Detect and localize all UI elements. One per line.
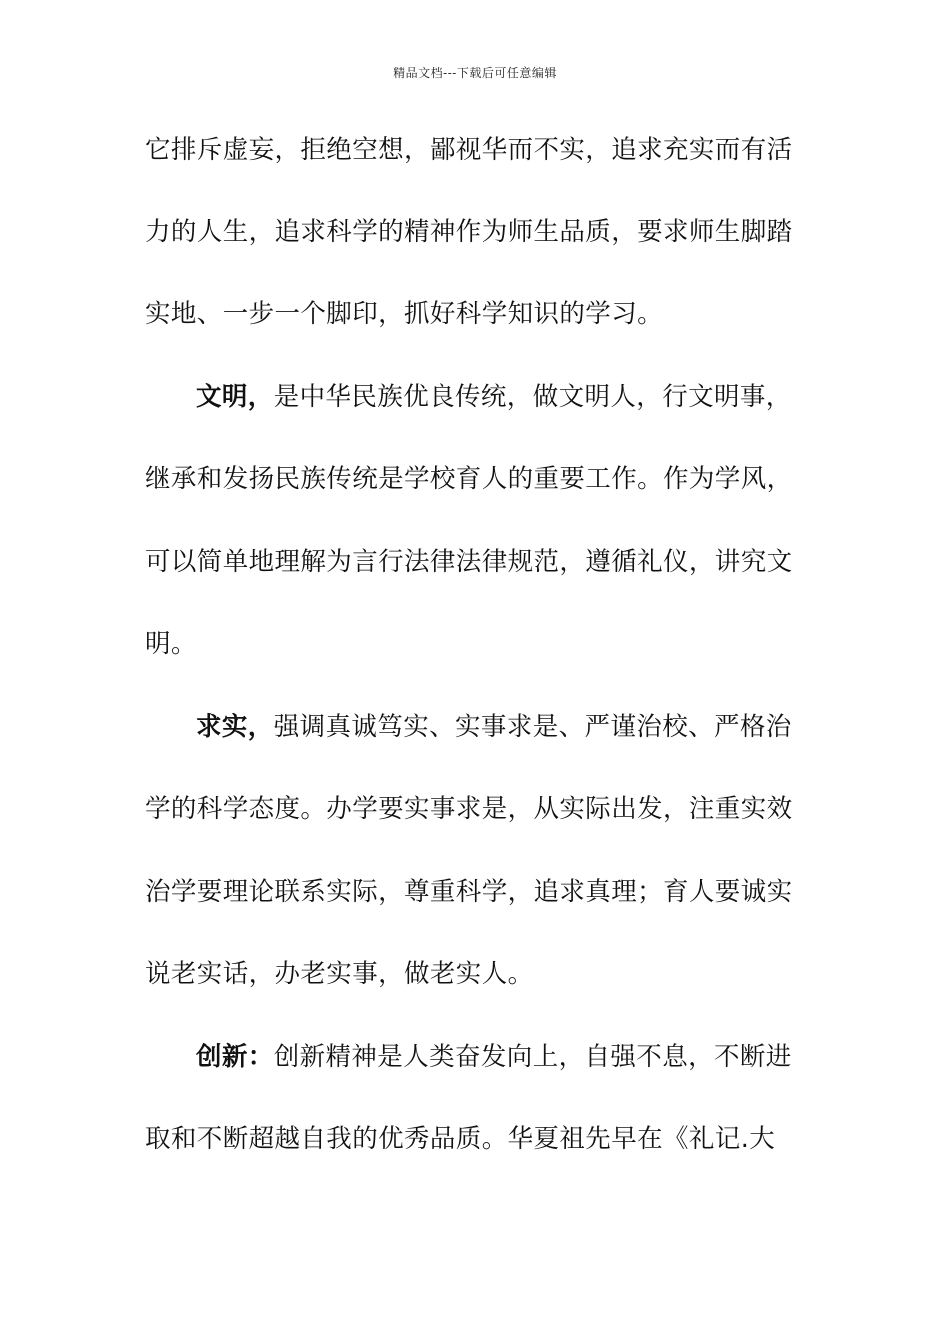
paragraph-first-text: 是中华民族优良传统，做文明人，行文明事，	[273, 382, 792, 412]
text-line: 学的科学态度。办学要实事求是，从实际出发，注重实效	[145, 794, 793, 824]
paragraph-first-line	[196, 710, 792, 744]
text-line: 力的人生，追求科学的精神作为师生品质，要求师生脚踏	[145, 217, 793, 247]
text-line: 治学要理论联系实际，尊重科学，追求真理；育人要诚实	[145, 877, 793, 907]
paragraph-lead-term: 创新：	[196, 1042, 274, 1072]
text-line: 可以简单地理解为言行法律法律规范，遵循礼仪，讲究文	[145, 547, 793, 577]
paragraph-first-line	[196, 380, 792, 414]
text-line: 明。	[145, 629, 197, 659]
paragraph-first-text: 创新精神是人类奋发向上，自强不息，不断进	[273, 1042, 792, 1072]
text-line: 它排斥虚妄，拒绝空想，鄙视华而不实，追求充实而有活	[145, 135, 793, 165]
text-line: 实地、一步一个脚印，抓好科学知识的学习。	[145, 299, 664, 329]
text-line: 说老实话，办老实事，做老实人。	[145, 959, 534, 989]
paragraph-first-line	[196, 1040, 792, 1074]
paragraph-first-text: 强调真诚笃实、实事求是、严谨治校、严格治	[273, 712, 792, 742]
page-header: 精品文档---下载后可任意编辑	[393, 66, 557, 80]
paragraph-lead-term: 文明，	[196, 382, 274, 412]
paragraph-lead-term: 求实，	[196, 712, 274, 742]
text-line: 继承和发扬民族传统是学校育人的重要工作。作为学风，	[145, 464, 793, 494]
text-line: 取和不断超越自我的优秀品质。华夏祖先早在《礼记.大	[145, 1124, 776, 1154]
